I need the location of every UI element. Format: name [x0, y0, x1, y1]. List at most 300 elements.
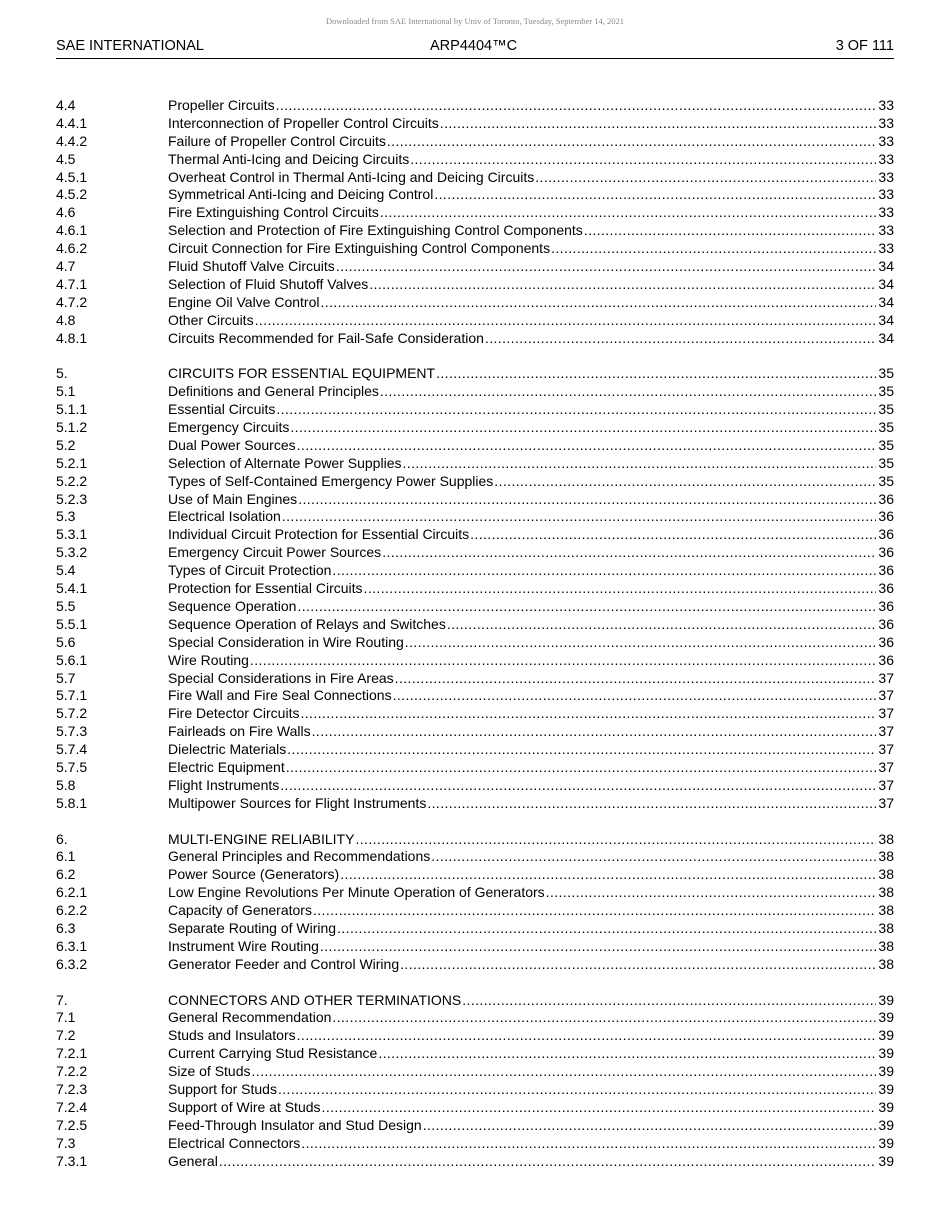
toc-entry-number: 6.2.2	[56, 902, 88, 919]
toc-entry[interactable]	[56, 795, 894, 813]
toc-entry-line	[168, 1099, 894, 1117]
toc-entry[interactable]	[56, 902, 894, 920]
dot-leader	[332, 562, 876, 580]
toc-entry-line	[168, 365, 894, 383]
toc-entry[interactable]	[56, 1081, 894, 1099]
toc-entry-line	[168, 276, 894, 294]
toc-entry-number: 5.3	[56, 508, 76, 525]
toc-entry-line	[168, 526, 894, 544]
toc-entry-page: 33	[878, 186, 894, 203]
toc-entry-title: Use of Main Engines	[168, 490, 298, 507]
toc-entry-number: 4.4.1	[56, 114, 88, 131]
toc-entry[interactable]	[56, 616, 894, 634]
dot-leader	[282, 508, 877, 526]
toc-entry[interactable]	[56, 1117, 894, 1135]
toc-entry[interactable]	[56, 222, 894, 240]
toc-entry[interactable]	[56, 186, 894, 204]
toc-entry-title: CONNECTORS AND OTHER TERMINATIONS	[168, 991, 462, 1008]
toc-entry-title: Support for Studs	[168, 1080, 277, 1097]
toc-entry-number: 4.5.2	[56, 186, 88, 203]
toc-entry[interactable]	[56, 508, 894, 526]
toc-entry-number: 5.8	[56, 776, 76, 793]
dot-leader	[300, 705, 876, 723]
dot-leader	[276, 401, 876, 419]
toc-entry-title: Dual Power Sources	[168, 436, 296, 453]
toc-entry-title: Wire Routing	[168, 651, 249, 668]
toc-entry-line	[168, 186, 894, 204]
toc-entry-line	[168, 419, 894, 437]
toc-entry-number: 6.3.1	[56, 937, 88, 954]
toc-entry-number: 4.8	[56, 311, 76, 328]
toc-entry-page: 38	[878, 919, 894, 936]
toc-entry-number: 7.1	[56, 1009, 76, 1026]
toc-entry-page: 34	[878, 311, 894, 328]
dot-leader	[280, 777, 876, 795]
toc-entry-title: MULTI-ENGINE RELIABILITY	[168, 830, 355, 847]
dot-leader	[301, 1135, 876, 1153]
toc-entry-page: 38	[878, 937, 894, 954]
toc-entry-number: 4.7.2	[56, 293, 88, 310]
toc-entry-title: Size of Studs	[168, 1063, 251, 1080]
dot-leader	[447, 616, 877, 634]
dot-leader	[494, 473, 876, 491]
toc-entry-page: 39	[878, 1045, 894, 1062]
toc-entry[interactable]	[56, 526, 894, 544]
toc-entry[interactable]	[56, 312, 894, 330]
toc-entry-title: Power Source (Generators)	[168, 866, 340, 883]
dot-leader	[470, 526, 876, 544]
toc-entry-line	[168, 866, 894, 884]
toc-entry-number: 4.5.1	[56, 168, 88, 185]
toc-entry-page: 34	[878, 258, 894, 275]
toc-entry-number: 5.7.1	[56, 687, 88, 704]
toc-entry-line	[168, 258, 894, 276]
toc-entry-page: 36	[878, 526, 894, 543]
toc-entry-page: 38	[878, 884, 894, 901]
dot-leader	[380, 383, 877, 401]
toc-entry-line	[168, 920, 894, 938]
toc-entry-line	[168, 616, 894, 634]
toc-entry-page: 39	[878, 1080, 894, 1097]
dot-leader	[355, 831, 876, 849]
toc-entry[interactable]	[56, 419, 894, 437]
toc-entry[interactable]	[56, 1027, 894, 1045]
toc-entry-page: 38	[878, 866, 894, 883]
toc-entry[interactable]	[56, 992, 894, 1010]
toc-entry[interactable]	[56, 1153, 894, 1171]
toc-entry-title: Selection of Fluid Shutoff Valves	[168, 275, 369, 292]
toc-entry-title: Selection of Alternate Power Supplies	[168, 454, 402, 471]
toc-entry-page: 36	[878, 597, 894, 614]
toc-entry-title: Fire Wall and Fire Seal Connections	[168, 687, 392, 704]
toc-entry-title: Dielectric Materials	[168, 741, 287, 758]
dot-leader	[297, 1027, 877, 1045]
toc-entry-number: 5.3.1	[56, 526, 88, 543]
toc-entry-page: 33	[878, 97, 894, 113]
toc-entry-number: 4.7.1	[56, 275, 88, 292]
toc-entry-page: 39	[878, 1098, 894, 1115]
dot-leader	[380, 204, 877, 222]
toc-entry[interactable]	[56, 777, 894, 795]
toc-entry-page: 35	[878, 436, 894, 453]
toc-entry-line	[168, 634, 894, 652]
toc-entry-line	[168, 884, 894, 902]
toc-entry[interactable]	[56, 294, 894, 312]
header-page-number: 3 OF 111	[835, 38, 894, 54]
dot-leader	[400, 956, 876, 974]
toc-entry-title: Types of Self-Contained Emergency Power Supplies	[168, 472, 494, 489]
header-publisher: SAE INTERNATIONAL	[56, 38, 204, 54]
toc-entry-page: 39	[878, 1027, 894, 1044]
toc-entry-page: 33	[878, 204, 894, 221]
toc-entry-number: 4.6	[56, 204, 76, 221]
toc-entry-page: 39	[878, 1009, 894, 1026]
toc-entry-number: 5.6.1	[56, 651, 88, 668]
dot-leader	[436, 365, 876, 383]
toc-entry-line	[168, 1063, 894, 1081]
dot-leader	[402, 455, 876, 473]
toc-entry-number: 6.1	[56, 848, 76, 865]
toc-entry-page: 39	[878, 1116, 894, 1133]
dot-leader	[332, 1009, 876, 1027]
dot-leader	[427, 795, 876, 813]
toc-entry[interactable]	[56, 473, 894, 491]
toc-entry-number: 5.8.1	[56, 794, 88, 811]
toc-entry-line	[168, 473, 894, 491]
toc-entry-page: 37	[878, 687, 894, 704]
toc-entry[interactable]	[56, 204, 894, 222]
toc-entry[interactable]	[56, 956, 894, 974]
toc-entry[interactable]	[56, 723, 894, 741]
toc-entry-number: 6.3	[56, 919, 76, 936]
toc-entry-line	[168, 598, 894, 616]
toc-entry[interactable]	[56, 1045, 894, 1063]
toc-entry-number: 7.2.5	[56, 1116, 88, 1133]
toc-entry-page: 34	[878, 329, 894, 346]
toc-entry-title: Fairleads on Fire Walls	[168, 723, 311, 740]
toc-entry[interactable]	[56, 491, 894, 509]
dot-leader	[410, 151, 876, 169]
toc-entry-number: 5.7.4	[56, 741, 88, 758]
dot-leader	[546, 884, 877, 902]
toc-entry-number: 7.2.1	[56, 1045, 88, 1062]
toc-entry-line	[168, 705, 894, 723]
toc-entry-title: Fire Detector Circuits	[168, 705, 300, 722]
toc-entry-page: 33	[878, 222, 894, 239]
toc-entry-title: Multipower Sources for Flight Instruments	[168, 794, 427, 811]
toc-entry-line	[168, 312, 894, 330]
toc-entry-title: Propeller Circuits	[168, 97, 275, 113]
dot-leader	[431, 848, 876, 866]
toc-entry-line	[168, 133, 894, 151]
toc-entry[interactable]	[56, 831, 894, 849]
toc-entry-line	[168, 240, 894, 258]
toc-entry-page: 39	[878, 1134, 894, 1151]
toc-entry-line	[168, 759, 894, 777]
toc-entry-number: 5.1.2	[56, 419, 88, 436]
dot-leader	[337, 920, 876, 938]
toc-entry[interactable]	[56, 1063, 894, 1081]
toc-entry-page: 36	[878, 490, 894, 507]
dot-leader	[276, 97, 877, 115]
toc-entry-number: 4.6.1	[56, 222, 88, 239]
toc-entry-number: 4.5	[56, 150, 76, 167]
toc-entry[interactable]	[56, 1099, 894, 1117]
toc-entry[interactable]	[56, 938, 894, 956]
toc-entry[interactable]	[56, 544, 894, 562]
toc-entry-number: 4.7	[56, 258, 76, 275]
toc-entry-page: 36	[878, 562, 894, 579]
toc-entry-number: 5.5.1	[56, 615, 88, 632]
toc-entry-page: 38	[878, 955, 894, 972]
toc-entry-line	[168, 902, 894, 920]
toc-entry-line	[168, 938, 894, 956]
toc-entry-page: 37	[878, 758, 894, 775]
dot-leader	[313, 902, 876, 920]
toc-entry-title: Emergency Circuits	[168, 419, 290, 436]
dot-leader	[286, 759, 877, 777]
toc-entry[interactable]	[56, 383, 894, 401]
dot-leader	[320, 938, 876, 956]
toc-entry[interactable]	[56, 455, 894, 473]
toc-entry-line	[168, 204, 894, 222]
dot-leader	[551, 240, 876, 258]
dot-leader	[423, 1117, 877, 1135]
toc-entry-title: Interconnection of Propeller Control Circuits	[168, 114, 439, 131]
dot-leader	[255, 312, 877, 330]
toc-entry-title: Electric Equipment	[168, 758, 285, 775]
toc-entry-line	[168, 687, 894, 705]
toc-entry-title: Generator Feeder and Control Wiring	[168, 955, 400, 972]
section-spacer	[56, 347, 894, 365]
toc-entry-page: 37	[878, 794, 894, 811]
dot-leader	[312, 723, 877, 741]
toc-entry-title: Fluid Shutoff Valve Circuits	[168, 258, 335, 275]
toc-entry-number: 5.3.2	[56, 544, 88, 561]
toc-entry-title: Failure of Propeller Control Circuits	[168, 132, 386, 149]
toc-entry-number: 5.7.3	[56, 723, 88, 740]
toc-entry-title: Special Considerations in Fire Areas	[168, 669, 394, 686]
toc-entry-title: Individual Circuit Protection for Essential Circuits	[168, 526, 470, 543]
toc-entry[interactable]	[56, 151, 894, 169]
toc-entry[interactable]	[56, 920, 894, 938]
toc-entry-number: 4.8.1	[56, 329, 88, 346]
toc-entry-number: 5.2.3	[56, 490, 88, 507]
toc-entry[interactable]	[56, 866, 894, 884]
toc-entry-number: 5.7.5	[56, 758, 88, 775]
toc-entry-line	[168, 491, 894, 509]
toc-entry-line	[168, 437, 894, 455]
toc-entry-page: 35	[878, 472, 894, 489]
toc-entry-page: 37	[878, 669, 894, 686]
toc-entry-title: Low Engine Revolutions Per Minute Operation of Generators	[168, 884, 545, 901]
toc-entry[interactable]	[56, 330, 894, 348]
dot-leader	[287, 741, 876, 759]
toc-entry[interactable]	[56, 133, 894, 151]
toc-entry-number: 6.	[56, 830, 68, 847]
toc-entry[interactable]	[56, 115, 894, 133]
dot-leader	[387, 133, 877, 151]
section-spacer	[56, 813, 894, 831]
toc-entry-title: Fire Extinguishing Control Circuits	[168, 204, 379, 221]
toc-entry-title: Definitions and General Principles	[168, 383, 379, 400]
toc-entry-title: Special Consideration in Wire Routing	[168, 633, 404, 650]
toc-entry-page: 33	[878, 132, 894, 149]
toc-entry[interactable]	[56, 1135, 894, 1153]
toc-entry-title: General Principles and Recommendations	[168, 848, 431, 865]
section-spacer	[56, 974, 894, 992]
table-of-contents	[56, 97, 894, 1170]
toc-entry-line	[168, 831, 894, 849]
toc-entry-line	[168, 848, 894, 866]
toc-entry-page: 36	[878, 633, 894, 650]
toc-entry[interactable]	[56, 580, 894, 598]
toc-entry[interactable]	[56, 705, 894, 723]
toc-entry[interactable]	[56, 759, 894, 777]
toc-entry[interactable]	[56, 741, 894, 759]
toc-entry-line	[168, 741, 894, 759]
toc-entry[interactable]	[56, 848, 894, 866]
toc-entry-number: 6.3.2	[56, 955, 88, 972]
dot-leader	[393, 687, 877, 705]
toc-entry-page: 33	[878, 114, 894, 131]
toc-entry[interactable]	[56, 401, 894, 419]
toc-entry-title: Symmetrical Anti-Icing and Deicing Control	[168, 186, 434, 203]
toc-entry-line	[168, 1135, 894, 1153]
toc-entry[interactable]	[56, 240, 894, 258]
toc-entry-page: 35	[878, 419, 894, 436]
download-watermark: Downloaded from SAE International by Univ of Toronto, Tuesday, September 14, 2021	[325, 16, 625, 26]
toc-entry-line	[168, 670, 894, 688]
toc-entry-title: Sequence Operation	[168, 597, 297, 614]
toc-entry-page: 39	[878, 1152, 894, 1169]
toc-entry-line	[168, 1153, 894, 1171]
toc-entry-number: 5.2	[56, 436, 76, 453]
toc-entry-title: Capacity of Generators	[168, 902, 312, 919]
toc-entry-line	[168, 455, 894, 473]
toc-entry-page: 35	[878, 401, 894, 418]
toc-entry-line	[168, 544, 894, 562]
toc-entry-line	[168, 562, 894, 580]
toc-entry-page: 37	[878, 776, 894, 793]
page-header	[56, 38, 894, 59]
toc-entry-title: Engine Oil Valve Control	[168, 293, 320, 310]
toc-entry-title: General Recommendation	[168, 1009, 332, 1026]
toc-entry[interactable]	[56, 687, 894, 705]
dot-leader	[290, 419, 876, 437]
toc-entry[interactable]	[56, 598, 894, 616]
toc-entry[interactable]	[56, 884, 894, 902]
toc-entry-page: 36	[878, 508, 894, 525]
toc-entry-title: General	[168, 1152, 218, 1169]
toc-entry-page: 33	[878, 168, 894, 185]
toc-entry-line	[168, 330, 894, 348]
toc-entry-page: 38	[878, 848, 894, 865]
toc-entry-title: Thermal Anti-Icing and Deicing Circuits	[168, 150, 410, 167]
dot-leader	[252, 1063, 877, 1081]
toc-entry-page: 36	[878, 544, 894, 561]
dot-leader	[378, 1045, 876, 1063]
toc-entry[interactable]	[56, 258, 894, 276]
toc-entry[interactable]	[56, 169, 894, 187]
toc-entry-title: Emergency Circuit Power Sources	[168, 544, 382, 561]
toc-entry[interactable]	[56, 365, 894, 383]
toc-entry-line	[168, 169, 894, 187]
toc-entry-title: Overheat Control in Thermal Anti-Icing and Deicing Circuits	[168, 168, 535, 185]
header-document-id: ARP4404™C	[430, 38, 518, 54]
toc-entry-number: 5.7.2	[56, 705, 88, 722]
toc-entry-title: Other Circuits	[168, 311, 254, 328]
toc-entry-line	[168, 1045, 894, 1063]
dot-leader	[395, 670, 877, 688]
toc-entry-title: Separate Routing of Wiring	[168, 919, 337, 936]
toc-entry-line	[168, 652, 894, 670]
toc-entry-title: Support of Wire at Studs	[168, 1098, 321, 1115]
toc-entry-page: 34	[878, 293, 894, 310]
toc-entry-number: 7.3	[56, 1134, 76, 1151]
toc-entry-title: Types of Circuit Protection	[168, 562, 332, 579]
dot-leader	[364, 580, 877, 598]
dot-leader	[405, 634, 877, 652]
toc-entry[interactable]	[56, 276, 894, 294]
dot-leader	[336, 258, 877, 276]
toc-entry-line	[168, 151, 894, 169]
toc-entry[interactable]	[56, 670, 894, 688]
toc-entry-line	[168, 795, 894, 813]
toc-entry-page: 33	[878, 150, 894, 167]
toc-entry-page: 35	[878, 365, 894, 382]
toc-entry-line	[168, 222, 894, 240]
toc-entry-number: 7.2	[56, 1027, 76, 1044]
toc-entry-page: 36	[878, 651, 894, 668]
toc-entry-number: 5.1	[56, 383, 76, 400]
dot-leader	[297, 598, 876, 616]
toc-entry-page: 37	[878, 705, 894, 722]
toc-entry-title: Electrical Isolation	[168, 508, 281, 525]
toc-entry-title: Circuit Connection for Fire Extinguishing Control Components	[168, 240, 551, 257]
toc-entry-number: 5.2.2	[56, 472, 88, 489]
toc-entry-number: 4.4	[56, 97, 76, 113]
toc-entry[interactable]	[56, 437, 894, 455]
toc-entry-page: 37	[878, 723, 894, 740]
toc-entry-number: 7.2.4	[56, 1098, 88, 1115]
toc-entry-number: 5.1.1	[56, 401, 88, 418]
toc-entry[interactable]	[56, 97, 894, 115]
toc-entry-title: Sequence Operation of Relays and Switches	[168, 615, 446, 632]
toc-entry-number: 7.3.1	[56, 1152, 88, 1169]
toc-entry[interactable]	[56, 652, 894, 670]
dot-leader	[584, 222, 877, 240]
toc-entry-number: 4.6.2	[56, 240, 88, 257]
toc-entry-title: Circuits Recommended for Fail-Safe Consideration	[168, 329, 484, 346]
toc-entry[interactable]	[56, 1009, 894, 1027]
toc-entry-page: 37	[878, 741, 894, 758]
toc-entry-page: 39	[878, 1063, 894, 1080]
toc-entry[interactable]	[56, 562, 894, 580]
toc-entry-line	[168, 401, 894, 419]
dot-leader	[369, 276, 876, 294]
toc-entry-page: 34	[878, 275, 894, 292]
toc-entry-line	[168, 294, 894, 312]
dot-leader	[485, 330, 877, 348]
toc-entry-title: Studs and Insulators	[168, 1027, 296, 1044]
toc-entry-number: 5.4.1	[56, 580, 88, 597]
toc-entry-line	[168, 1027, 894, 1045]
dot-leader	[297, 437, 877, 455]
dot-leader	[440, 115, 877, 133]
toc-entry-number: 5.4	[56, 562, 76, 579]
toc-entry[interactable]	[56, 634, 894, 652]
